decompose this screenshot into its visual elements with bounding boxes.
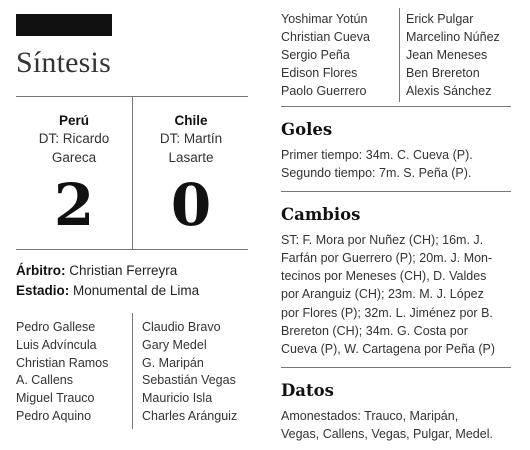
divider <box>281 106 511 107</box>
player-name: Christian Cueva <box>281 30 370 44</box>
peru-lineup <box>16 319 108 426</box>
chile-lineup <box>142 319 237 426</box>
player-name: Marcelino Núñez <box>406 30 500 44</box>
lineups-part1 <box>16 313 248 429</box>
home-team-name: Perú <box>58 113 89 128</box>
player-name: Jean Meneses <box>406 48 488 62</box>
player-name: G. Maripán <box>142 355 204 370</box>
section-marker-bar <box>16 14 112 36</box>
home-coach-line2: Gareca <box>51 150 97 165</box>
player-name: Charles Aránguiz <box>142 408 238 423</box>
substitution-line: Brereton (CH); 34m. G. Costa por <box>281 324 468 339</box>
player-name: Sebastián Vegas <box>142 373 236 388</box>
player-name: Miguel Trauco <box>16 391 95 406</box>
left-column <box>16 14 248 429</box>
away-score: 0 <box>170 171 212 239</box>
away-team <box>133 112 249 239</box>
match-officials <box>16 261 248 301</box>
cambios-heading: Cambios <box>281 204 361 224</box>
substitution-line: Cueva (P), W. Cartagena por Peña (P) <box>281 342 495 357</box>
referee-line <box>16 261 248 281</box>
player-name: Pedro Gallese <box>16 320 96 334</box>
player-name: Paolo Guerrero <box>281 84 367 98</box>
home-coach-line1: DT: Ricardo <box>38 131 110 146</box>
substitution-line: por Aranguiz (CH); 23m. M. J. López <box>281 287 484 302</box>
player-name: Ben Brereton <box>406 66 480 80</box>
away-coach-line1: DT: Martín <box>159 131 223 146</box>
player-name: Mauricio Isla <box>142 391 213 406</box>
substitution-line: por Flores (P); 32m. L. Jiménez por B. <box>281 305 493 320</box>
chile-lineup-continued <box>406 10 500 100</box>
substitution-line: Farfán por Guerrero (P); 20m. J. Mon- <box>281 250 493 265</box>
referee-label: Árbitro: <box>16 263 66 278</box>
player-name: Christian Ramos <box>16 355 109 370</box>
stadium-name: Monumental de Lima <box>73 283 200 298</box>
datos-heading: Datos <box>281 380 334 400</box>
away-coach-line2: Lasarte <box>168 150 214 165</box>
page-title: Síntesis <box>16 46 111 79</box>
player-name: A. Callens <box>16 373 73 388</box>
goal-line: Primer tiempo: 34m. C. Cueva (P). <box>281 148 473 162</box>
player-name: Pedro Aquino <box>16 408 92 423</box>
substitution-line: ST: F. Mora por Nuñez (CH); 16m. J. <box>281 232 484 247</box>
divider <box>16 249 248 250</box>
booking-line: Vegas, Callens, Vegas, Pulgar, Medel. <box>281 426 493 441</box>
player-name: Luis Advíncula <box>16 337 97 352</box>
cambios-text <box>281 231 511 359</box>
player-name: Yoshimar Yotún <box>281 12 368 26</box>
away-team-name: Chile <box>174 113 208 128</box>
lineups-part2 <box>281 8 511 102</box>
referee-name: Christian Ferreyra <box>69 263 178 278</box>
goal-line: Segundo tiempo: 7m. S. Peña (P). <box>281 166 472 181</box>
home-score: 2 <box>53 171 95 239</box>
lineup-divider <box>399 8 400 102</box>
player-name: Claudio Bravo <box>142 320 221 334</box>
player-name: Edison Flores <box>281 66 358 80</box>
player-name: Alexis Sánchez <box>406 84 492 98</box>
stadium-label: Estadio: <box>16 283 70 298</box>
stadium-line <box>16 281 248 301</box>
player-name: Erick Pulgar <box>406 12 474 26</box>
goles-text <box>281 146 511 183</box>
home-team <box>16 112 132 239</box>
substitution-line: tecinos por Meneses (CH), D. Valdes <box>281 269 487 284</box>
scoreboard <box>16 97 248 249</box>
divider <box>281 367 511 368</box>
lineup-divider <box>132 313 133 429</box>
divider <box>281 191 511 192</box>
peru-lineup-continued <box>281 10 370 100</box>
right-column <box>281 8 511 450</box>
goles-heading: Goles <box>281 120 333 139</box>
player-name: Sergio Peña <box>281 48 350 62</box>
player-name: Gary Medel <box>142 337 207 352</box>
datos-text <box>281 407 511 444</box>
booking-line: Amonestados: Trauco, Maripán, <box>281 408 459 423</box>
